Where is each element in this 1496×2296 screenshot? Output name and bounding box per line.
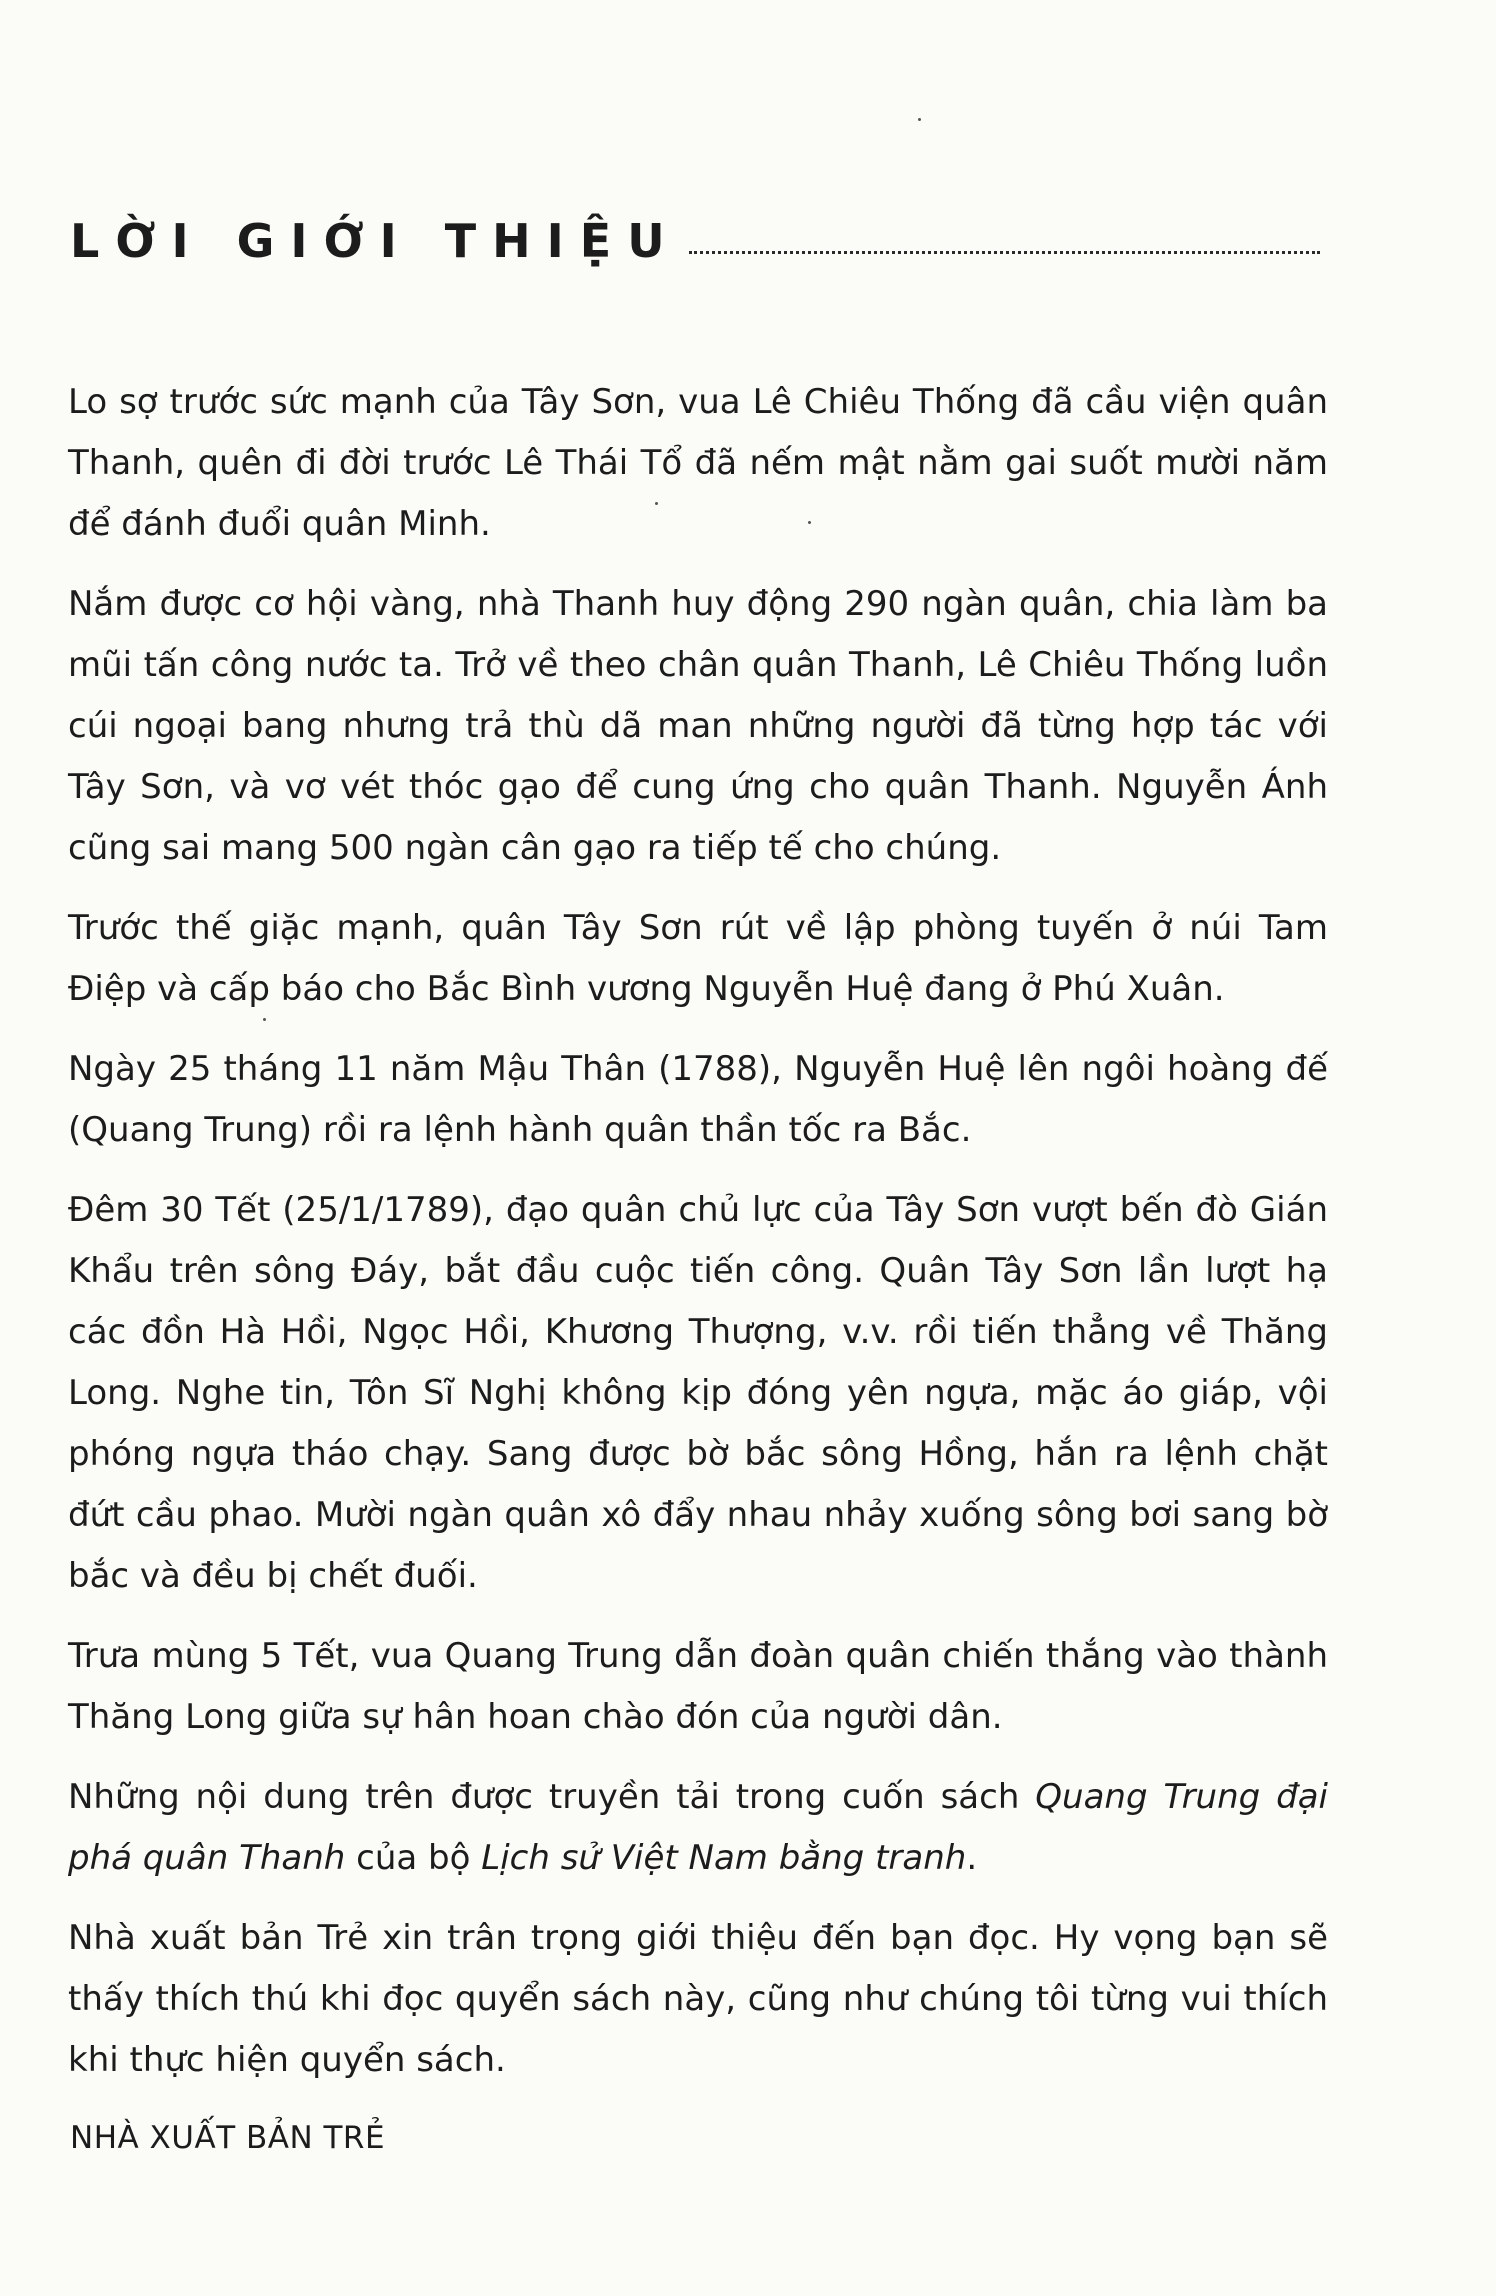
paragraph-2: Nắm được cơ hội vàng, nhà Thanh huy động 290 ngàn quân, chia làm ba mũi tấn công nước ta. Trở về theo chân quân Thanh, Lê Chiêu Thống luồn cúi ngoại bang nhưng trả thù dã man những người đã từng hợp tác với Tây Sơn, và vơ vét thóc gạo để cung ứng cho quân Thanh. Nguyễn Ánh cũng sai mang 500 ngàn cân gạo ra tiếp tế cho chúng.	[68, 584, 1328, 868]
heading-row	[70, 214, 1320, 268]
paper-speck	[655, 502, 658, 505]
paragraph-closing: Nhà xuất bản Trẻ xin trân trọng giới thiệu đến bạn đọc. Hy vọng bạn sẽ thấy thích thú khi đọc quyển sách này, cũng như chúng tôi từng vui thích khi thực hiện quyển sách.	[68, 1918, 1328, 2080]
paragraph-book-reference	[68, 1767, 1328, 1889]
paragraph-1: Lo sợ trước sức mạnh của Tây Sơn, vua Lê Chiêu Thống đã cầu viện quân Thanh, quên đi đời trước Lê Thái Tổ đã nếm mật nằm gai suốt mười năm để đánh đuổi quân Minh.	[68, 382, 1328, 544]
reference-text-middle: của bộ	[345, 1838, 482, 1878]
paragraph-3: Trước thế giặc mạnh, quân Tây Sơn rút về lập phòng tuyến ở núi Tam Điệp và cấp báo cho Bắc Bình vương Nguyễn Huệ đang ở Phú Xuân.	[68, 908, 1328, 1009]
series-title: Lịch sử Việt Nam bằng tranh	[481, 1838, 967, 1878]
publisher-signature: NHÀ XUẤT BẢN TRẺ	[70, 2120, 386, 2156]
paper-speck	[263, 1018, 266, 1021]
paragraph-5: Đêm 30 Tết (25/1/1789), đạo quân chủ lực của Tây Sơn vượt bến đò Gián Khẩu trên sông Đáy, bắt đầu cuộc tiến công. Quân Tây Sơn lần lượt hạ các đồn Hà Hồi, Ngọc Hồi, Khương Thượng, v.v. rồi tiến thẳng về Thăng Long. Nghe tin, Tôn Sĩ Nghị không kịp đóng yên ngựa, mặc áo giáp, vội phóng ngựa tháo chạy. Sang được bờ bắc sông Hồng, hắn ra lệnh chặt đứt cầu phao. Mười ngàn quân xô đẩy nhau nhảy xuống sông bơi sang bờ bắc và đều bị chết đuối.	[68, 1190, 1328, 1596]
paper-speck	[918, 118, 921, 121]
introduction-body	[68, 372, 1328, 2110]
page-title: LỜI GIỚI THIỆU	[70, 214, 681, 268]
reference-text-before: Những nội dung trên được truyền tải trong cuốn sách	[68, 1777, 1036, 1817]
book-title: Quang Trung đại phá quân Thanh	[68, 1777, 1329, 1878]
reference-text-after: .	[966, 1838, 978, 1878]
paragraph-4: Ngày 25 tháng 11 năm Mậu Thân (1788), Nguyễn Huệ lên ngôi hoàng đế (Quang Trung) rồi ra lệnh hành quân thần tốc ra Bắc.	[68, 1049, 1328, 1150]
paragraph-6: Trưa mùng 5 Tết, vua Quang Trung dẫn đoàn quân chiến thắng vào thành Thăng Long giữa sự hân hoan chào đón của người dân.	[68, 1636, 1328, 1737]
heading-divider	[689, 245, 1320, 254]
paper-speck	[808, 521, 811, 524]
